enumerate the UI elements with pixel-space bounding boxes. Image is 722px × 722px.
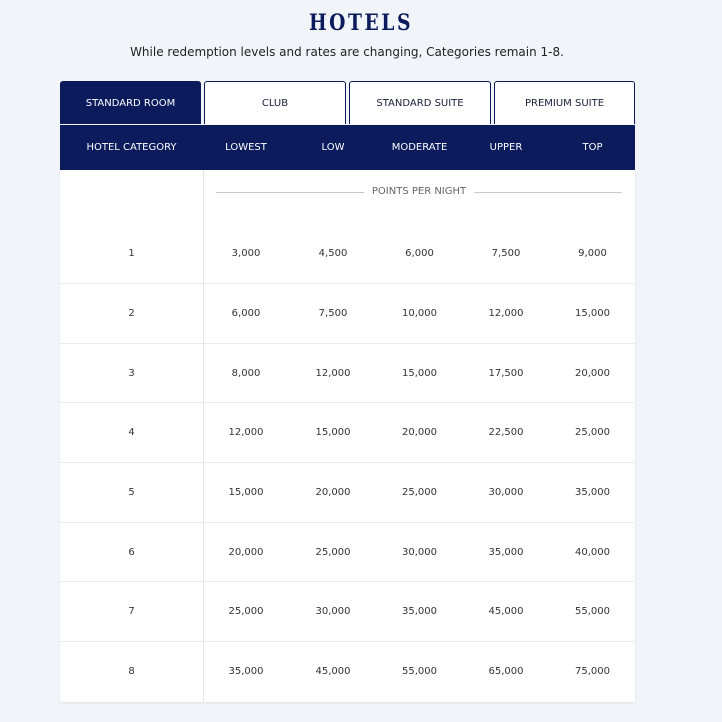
points-cell: 65,000 — [488, 665, 524, 677]
points-cell: 15,000 — [228, 486, 264, 498]
points-cell: 35,000 — [402, 605, 437, 617]
points-cell: 25,000 — [228, 605, 264, 617]
category-cell: 6 — [128, 546, 135, 558]
points-cell: 7,500 — [318, 307, 348, 319]
table-row — [60, 283, 635, 343]
points-cell: 4,500 — [318, 247, 348, 259]
points-table — [60, 170, 635, 702]
points-cell: 12,000 — [488, 307, 524, 319]
points-cell: 9,000 — [578, 247, 607, 259]
points-cell: 12,000 — [315, 367, 351, 379]
points-cell: 35,000 — [228, 665, 264, 677]
points-cell: 22,500 — [488, 426, 524, 438]
points-cell: 45,000 — [315, 665, 351, 677]
category-cell: 8 — [128, 665, 135, 677]
table-row — [60, 581, 635, 641]
column-header-hotel-category: HOTEL CATEGORY — [86, 142, 177, 153]
points-cell: 15,000 — [315, 426, 351, 438]
tab-standard-suite[interactable]: STANDARD SUITE — [349, 81, 491, 124]
category-cell: 7 — [128, 605, 135, 617]
points-cell: 12,000 — [228, 426, 264, 438]
points-cell: 30,000 — [402, 546, 437, 558]
points-cell: 15,000 — [402, 367, 437, 379]
group-label: POINTS PER NIGHT — [371, 186, 467, 197]
points-cell: 25,000 — [575, 426, 610, 438]
points-per-night-label — [216, 186, 622, 198]
points-cell: 20,000 — [402, 426, 437, 438]
points-cell: 20,000 — [315, 486, 351, 498]
category-cell: 5 — [128, 486, 135, 498]
category-cell: 1 — [128, 247, 135, 259]
table-row — [60, 522, 635, 582]
points-cell: 40,000 — [575, 546, 610, 558]
points-cell: 15,000 — [575, 307, 610, 319]
column-header-low: LOW — [321, 142, 345, 153]
page-title: HOTELS — [308, 10, 414, 36]
points-cell: 20,000 — [575, 367, 610, 379]
column-header-lowest: LOWEST — [225, 142, 267, 153]
points-cell: 45,000 — [488, 605, 524, 617]
points-cell: 10,000 — [402, 307, 437, 319]
table-row — [60, 641, 635, 701]
points-cell: 6,000 — [405, 247, 434, 259]
points-cell: 7,500 — [491, 247, 521, 259]
table-row — [60, 343, 635, 403]
points-cell: 55,000 — [402, 665, 437, 677]
table-row — [60, 402, 635, 462]
points-cell: 17,500 — [488, 367, 524, 379]
points-cell: 55,000 — [575, 605, 610, 617]
category-cell: 4 — [128, 426, 135, 438]
column-header-upper: UPPER — [489, 142, 523, 153]
tab-club[interactable]: CLUB — [204, 81, 346, 124]
tab-standard-room[interactable]: STANDARD ROOM — [60, 81, 201, 124]
points-cell: 75,000 — [575, 665, 610, 677]
points-cell: 35,000 — [575, 486, 610, 498]
points-cell: 3,000 — [231, 247, 261, 259]
points-cell: 20,000 — [228, 546, 264, 558]
category-cell: 2 — [128, 307, 135, 319]
column-header-moderate: MODERATE — [391, 142, 448, 153]
points-cell: 30,000 — [488, 486, 524, 498]
points-cell: 8,000 — [231, 367, 261, 379]
page-subtitle: While redemption levels and rates are changing, Categories remain 1-8. — [130, 45, 564, 59]
points-cell: 30,000 — [315, 605, 351, 617]
points-cell: 35,000 — [488, 546, 524, 558]
points-cell: 25,000 — [315, 546, 351, 558]
room-type-tabs — [60, 81, 635, 125]
points-cell: 25,000 — [402, 486, 437, 498]
table-row — [60, 223, 635, 283]
column-header-top: TOP — [582, 142, 603, 153]
table-header — [60, 125, 635, 170]
tab-premium-suite[interactable]: PREMIUM SUITE — [494, 81, 635, 124]
category-cell: 3 — [128, 367, 135, 379]
points-cell: 6,000 — [231, 307, 261, 319]
table-row — [60, 462, 635, 522]
